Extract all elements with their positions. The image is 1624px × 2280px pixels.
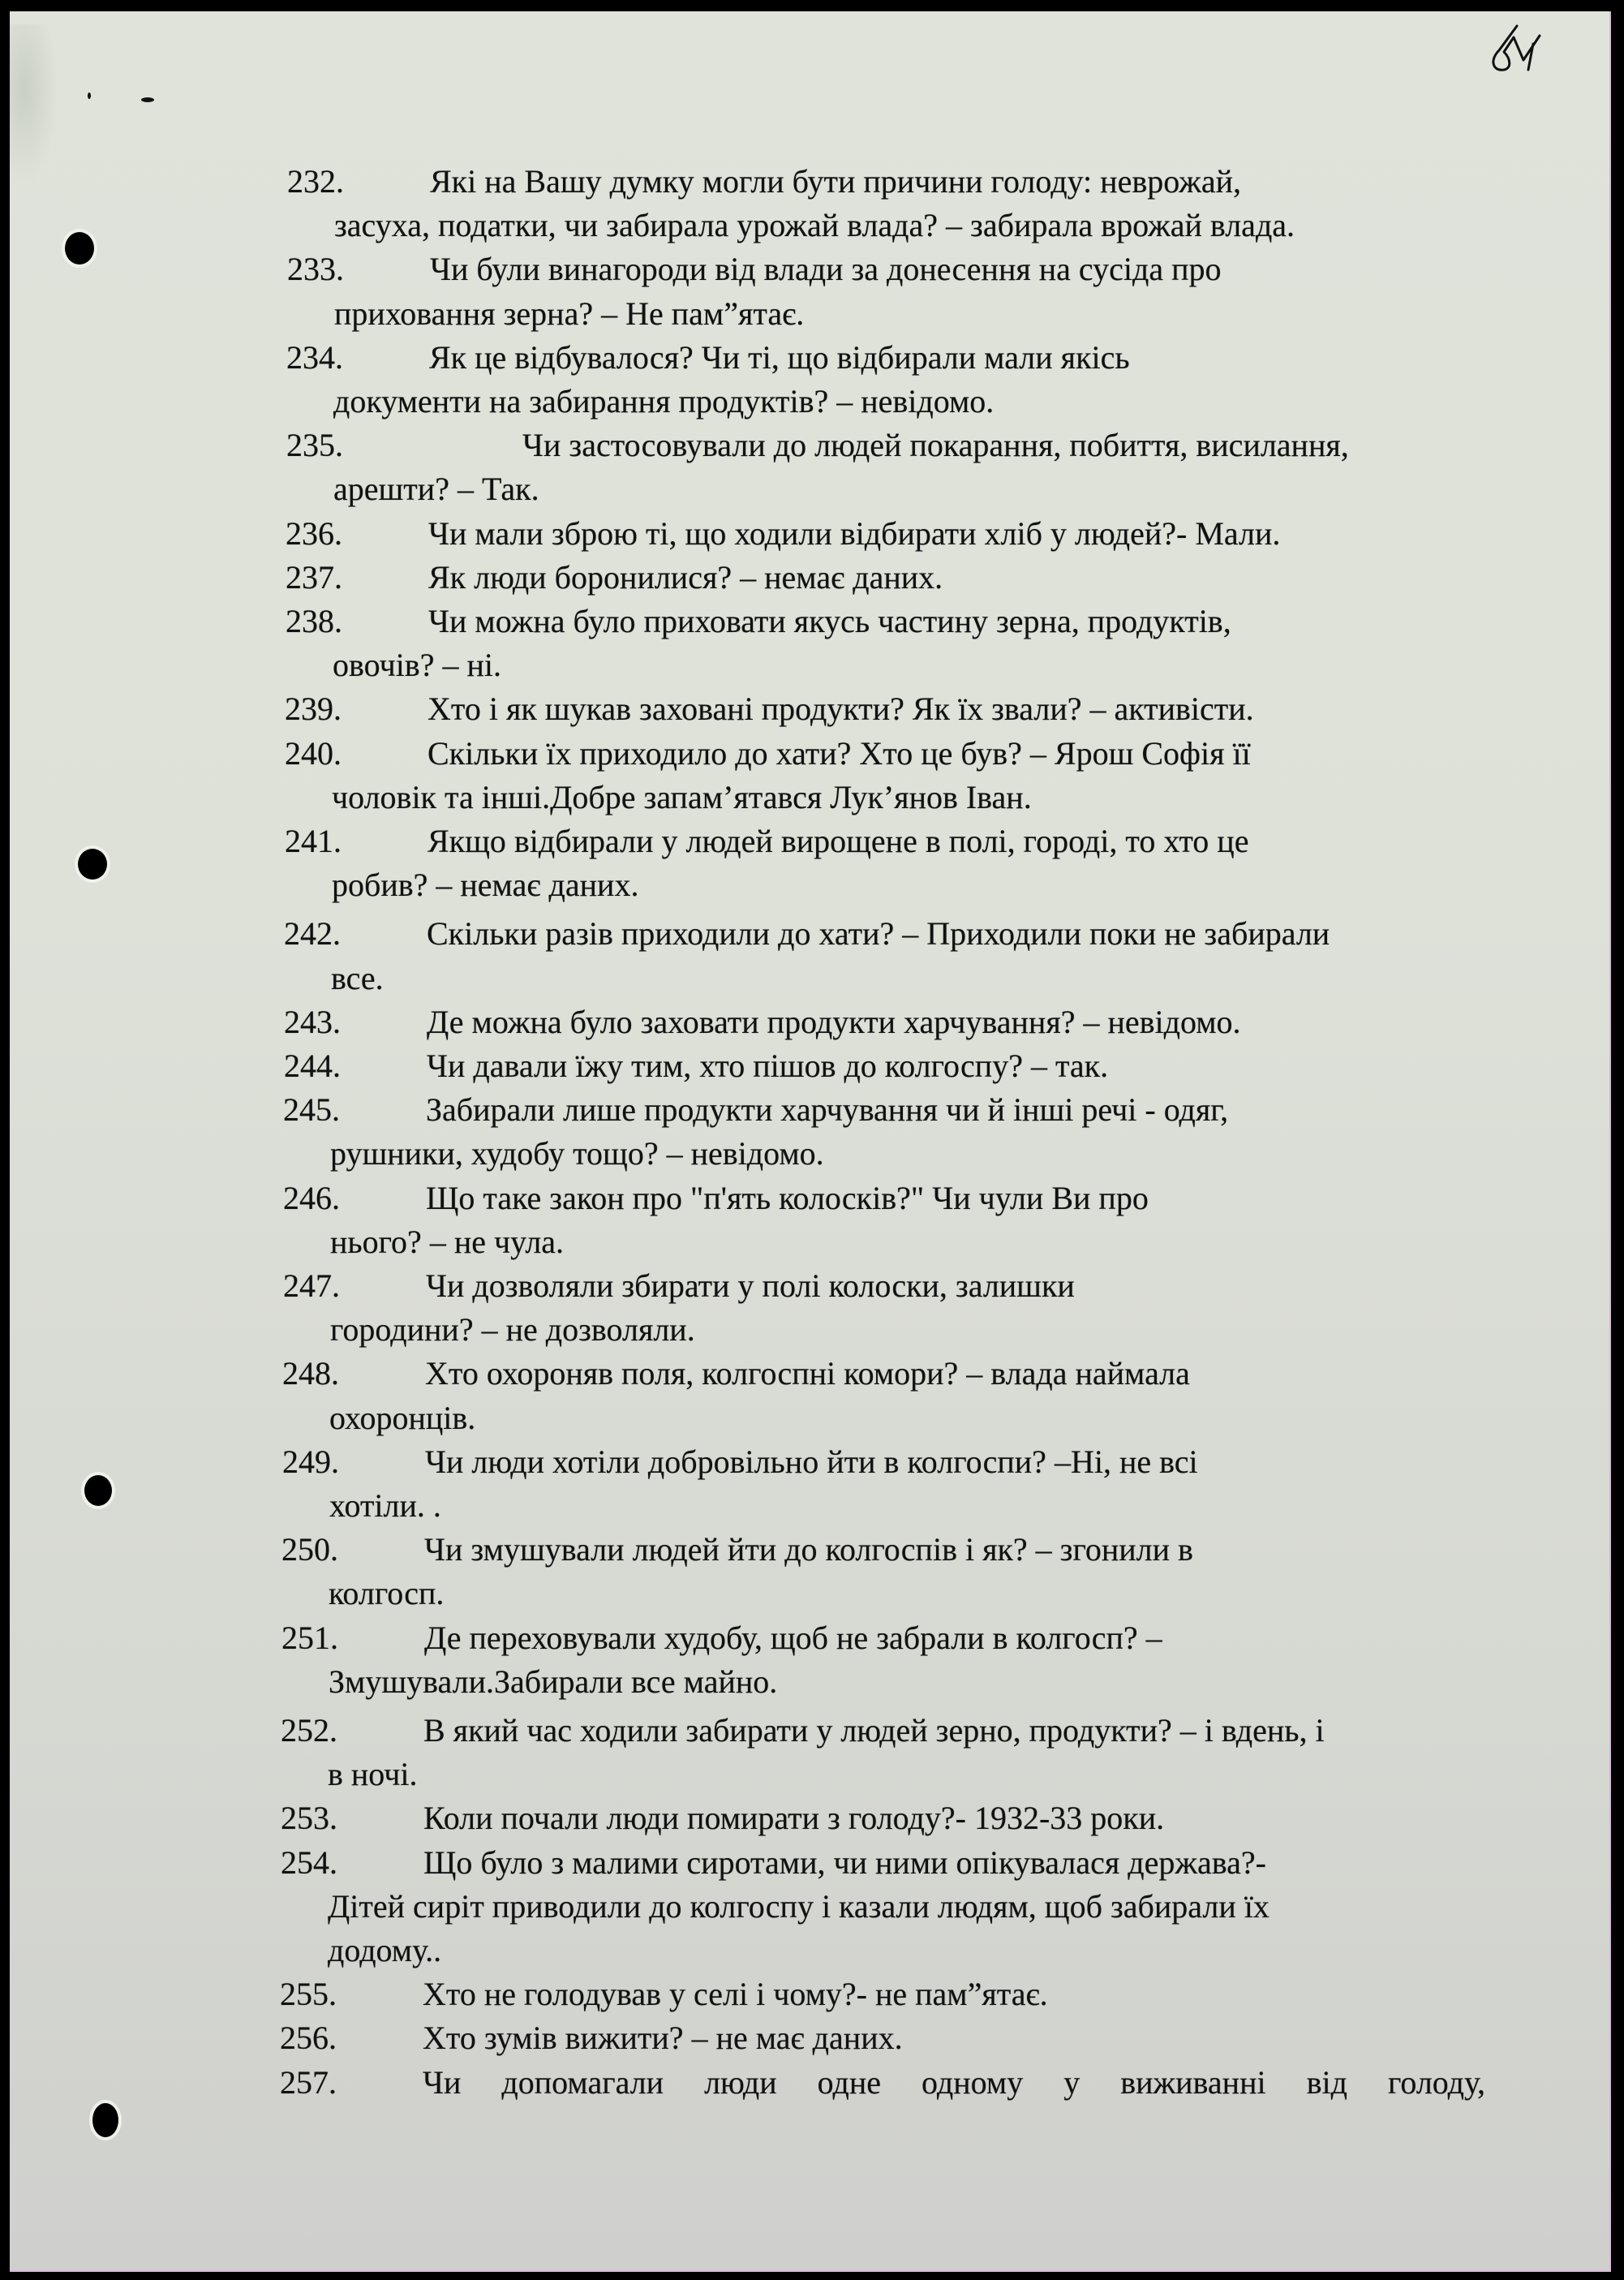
continuation-text: овочів? – ні. <box>333 647 501 684</box>
question-text: Чи були винагороди від влади за донесення на сусіда про <box>430 251 1222 288</box>
question-text: Чи дозволяли збирати у полі колоски, залишки <box>426 1267 1075 1304</box>
item-number: 245. <box>283 1091 340 1129</box>
punch-hole <box>65 232 94 265</box>
question-text: Забирали лише продукти харчування чи й інші речі - одяг, <box>426 1091 1229 1129</box>
question-text: Хто і як шукав заховані продукти? Як їх звали? – активісти. <box>427 690 1254 728</box>
question-text: Як це відбувалося? Чи ті, що відбирали мали якісь <box>429 338 1130 376</box>
item-number: 249. <box>282 1443 339 1480</box>
question-text: Хто охороняв поля, колгоспні комори? – влада наймала <box>425 1355 1190 1392</box>
question-text: Як люди боронилися? – немає даних. <box>428 558 943 596</box>
continuation-text: приховання зерна? – Не пам”ятає. <box>334 295 805 332</box>
question-text: Скільки їх приходило до хати? Хто це був? – Ярош Софія її <box>427 734 1251 772</box>
continuation-text: робив? – немає даних. <box>332 867 639 904</box>
item-number: 235. <box>286 427 343 464</box>
handwritten-page-number <box>1483 19 1548 76</box>
continuation-text: засуха, податки, чи забирала урожай влада? – забирала врожай влада. <box>334 207 1295 244</box>
punch-hole <box>78 849 107 880</box>
continuation-text: чоловік та інші.Добре запам’ятався Лук’янов Іван. <box>332 778 1032 815</box>
paper-stain <box>10 24 58 187</box>
item-number: 254. <box>281 1843 337 1881</box>
continuation-text: в ночі. <box>328 1756 418 1793</box>
question-text: Чи допомагали люди одне одному у виживанні від голоду, <box>423 2063 1485 2101</box>
question-text: Які на Вашу думку могли бути причини голоду: неврожай, <box>430 163 1242 200</box>
speck <box>141 97 154 102</box>
punch-hole <box>92 2103 118 2137</box>
item-number: 246. <box>283 1179 340 1216</box>
continuation-text: документи на забирання продуктів? – невідомо. <box>333 383 995 419</box>
item-number: 243. <box>284 1003 341 1040</box>
item-number: 248. <box>282 1355 339 1392</box>
continuation-text: колгосп. <box>329 1575 445 1612</box>
item-number: 233. <box>287 251 344 288</box>
question-text: Чи застосовували до людей покарання, побиття, висилання, <box>522 427 1349 464</box>
question-text: Скільки разів приходили до хати? – Приходили поки не забирали <box>427 915 1330 953</box>
continuation-text: хотіли. . <box>329 1487 441 1524</box>
punch-hole <box>84 1475 112 1506</box>
continuation-text: все. <box>331 959 384 996</box>
item-number: 250. <box>281 1531 338 1568</box>
item-number: 257. <box>280 2063 337 2101</box>
item-number: 256. <box>280 2020 337 2057</box>
question-text: В який час ходили забирати у людей зерно, продукти? – і вдень, і <box>423 1712 1325 1749</box>
item-number: 237. <box>286 558 342 596</box>
item-number: 251. <box>281 1619 338 1656</box>
continuation-text: городини? – не дозволяли. <box>330 1311 695 1349</box>
item-number: 239. <box>285 690 342 728</box>
item-number: 247. <box>283 1267 340 1304</box>
item-number: 238. <box>286 603 342 639</box>
item-number: 242. <box>284 915 341 953</box>
item-number: 234. <box>286 338 343 376</box>
question-text: Чи давали їжу тим, хто пішов до колгоспу? – так. <box>427 1048 1109 1084</box>
question-text: Що було з малими сиротами, чи ними опікувалася держава?- <box>423 1843 1266 1881</box>
continuation-text: додому.. <box>328 1932 442 1968</box>
question-text: Що таке закон про "п'ять колосків?" Чи чули Ви про <box>426 1179 1149 1216</box>
item-number: 255. <box>280 1976 337 2013</box>
continuation-text: Дітей сиріт приводили до колгоспу і казали людям, щоб забирали їх <box>328 1887 1270 1925</box>
item-number: 241. <box>285 823 342 859</box>
continuation-text: Змушували.Забирали все майно. <box>329 1663 778 1700</box>
question-text: Чи змушували людей йти до колгоспів і як? – згонили в <box>424 1531 1193 1568</box>
question-text: Де переховували худобу, щоб не забрали в колгосп? – <box>424 1619 1162 1656</box>
continuation-text: нього? – не чула. <box>330 1223 565 1260</box>
continuation-text: охоронців. <box>329 1399 476 1436</box>
question-text: Де можна було заховати продукти харчування? – невідомо. <box>427 1003 1241 1040</box>
item-number: 240. <box>285 734 342 772</box>
item-number: 252. <box>281 1712 337 1749</box>
item-number: 232. <box>287 163 344 200</box>
question-text: Хто не голодував у селі і чому?- не пам”ятає. <box>423 1976 1048 2013</box>
speck <box>88 92 91 99</box>
item-number: 244. <box>284 1048 341 1084</box>
continuation-text: рушники, худобу тощо? – невідомо. <box>330 1135 824 1172</box>
question-text: Чи мали зброю ті, що ходили відбирати хліб у людей?- Мали. <box>428 514 1281 552</box>
question-text: Хто зумів вижити? – не має даних. <box>423 2020 903 2057</box>
continuation-text: арешти? – Так. <box>333 471 539 508</box>
question-text: Коли почали люди помирати з голоду?- 1932-33 роки. <box>423 1800 1165 1837</box>
question-text: Чи люди хотіли добровільно йти в колгоспи? –Ні, не всі <box>425 1443 1198 1480</box>
question-text: Чи можна було приховати якусь частину зерна, продуктів, <box>428 603 1231 639</box>
item-number: 253. <box>281 1800 337 1837</box>
question-text: Якщо відбирали у людей вирощене в полі, городі, то хто це <box>427 823 1249 859</box>
item-number: 236. <box>286 514 342 552</box>
